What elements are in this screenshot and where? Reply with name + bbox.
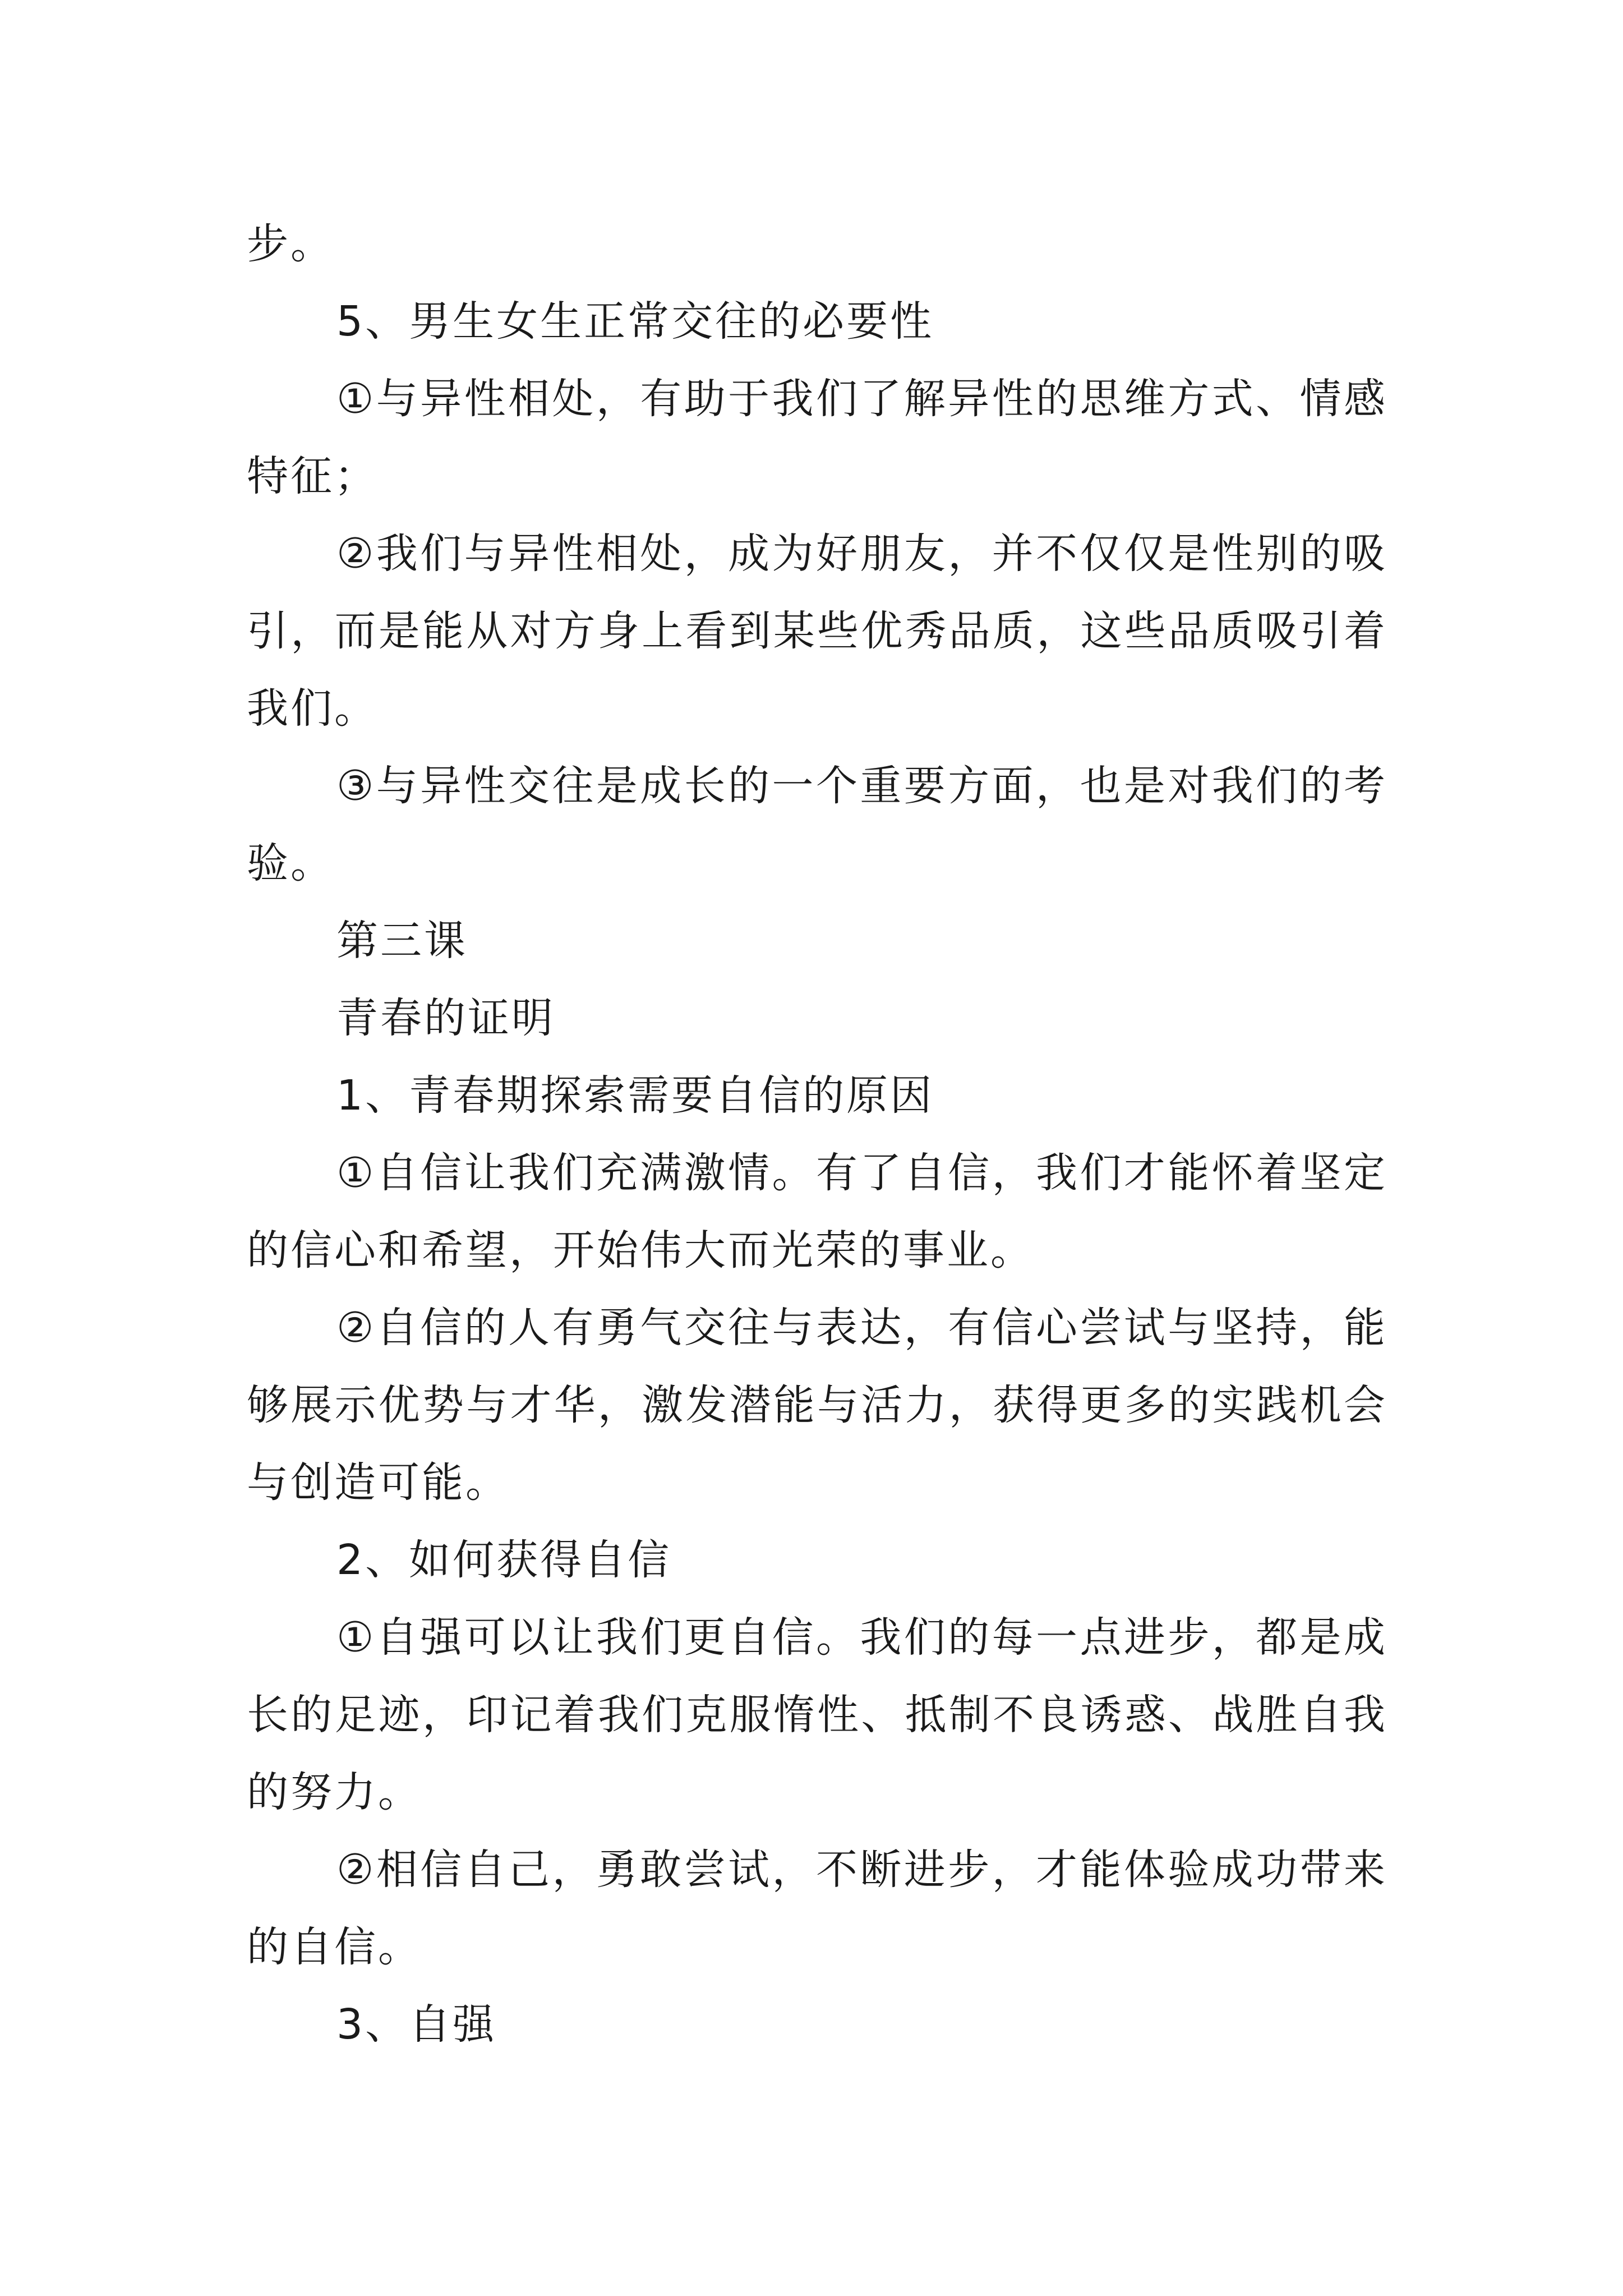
text-line: ②自信的人有勇气交往与表达，有信心尝试与坚持，能	[336, 1304, 1385, 1352]
text-line: 的努力。	[247, 1768, 422, 1816]
text-line: 的信心和希望，开始伟大而光荣的事业。	[247, 1226, 1034, 1274]
lesson-title: 第三课	[336, 917, 468, 965]
text-line: ①自信让我们充满激情。有了自信，我们才能怀着坚定	[336, 1149, 1385, 1197]
section-heading: 5、男生女生正常交往的必要性	[336, 297, 934, 346]
text-line: 引，而是能从对方身上看到某些优秀品质，这些品质吸引着	[247, 607, 1385, 655]
text-line: ②我们与异性相处，成为好朋友，并不仅仅是性别的吸	[336, 530, 1385, 578]
text-line: ①自强可以让我们更自信。我们的每一点进步，都是成	[336, 1613, 1385, 1662]
lesson-subtitle: 青春的证明	[336, 994, 555, 1042]
text-line: 步。	[247, 220, 334, 268]
text-line: 我们。	[247, 684, 378, 733]
text-line: ①与异性相处，有助于我们了解异性的思维方式、情感	[336, 375, 1385, 423]
section-heading: 2、如何获得自信	[336, 1536, 672, 1584]
text-line: 验。	[247, 839, 334, 887]
section-heading: 1、青春期探索需要自信的原因	[336, 1071, 934, 1120]
text-line: ②相信自己，勇敢尝试，不断进步，才能体验成功带来	[336, 1846, 1385, 1894]
section-heading: 3、自强	[336, 2000, 497, 2049]
text-line: 特征；	[247, 452, 378, 500]
text-line: 够展示优势与才华，激发潜能与活力，获得更多的实践机会	[247, 1381, 1385, 1429]
text-line: 长的足迹，印记着我们克服惰性、抵制不良诱惑、战胜自我	[247, 1691, 1385, 1739]
text-line: 的自信。	[247, 1923, 422, 1971]
text-line: 与创造可能。	[247, 1458, 509, 1507]
text-line: ③与异性交往是成长的一个重要方面，也是对我们的考	[336, 762, 1385, 810]
